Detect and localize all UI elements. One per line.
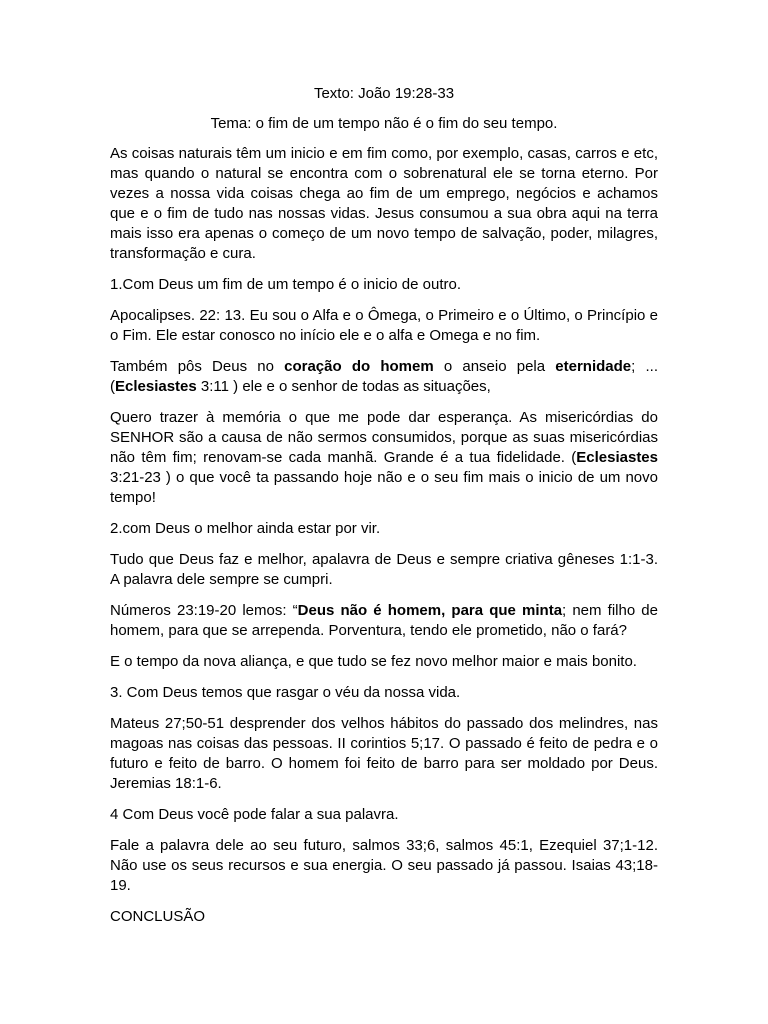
point3-paragraph: Mateus 27;50-51 desprender dos velhos hábitos do passado dos melindres, nas magoas nas coisas das pessoas. II corintios 5;17. O passado é feito de pedra e o futuro e feito de barro. O homem foi feito de barro para ser moldado por Deus. Jeremias 18:1-6. bbox=[110, 715, 658, 792]
point2-paragraph: Tudo que Deus faz e melhor, apalavra de Deus e sempre criativa gêneses 1:1-3. A palavra dele sempre se cumpri. bbox=[110, 551, 658, 588]
point2-numeros-paragraph bbox=[110, 601, 658, 641]
point1-heading: 1.Com Deus um fim de um tempo é o inicio de outro. bbox=[110, 276, 461, 293]
document-title: Texto: João 19:28-33 bbox=[313, 85, 455, 102]
text-run: Também pôs Deus no bbox=[110, 358, 285, 375]
text-run: ; ... ( bbox=[110, 358, 658, 395]
bold-text: Eclesiastes bbox=[576, 449, 658, 466]
point4-heading: 4 Com Deus você pode falar a sua palavra. bbox=[110, 806, 399, 823]
document-theme: Tema: o fim de um tempo não é o fim do seu tempo. bbox=[210, 115, 558, 132]
bold-text: Deus não é homem, para que minta bbox=[297, 602, 563, 619]
text-run: 3:11 ) ele e o senhor de todas as situações, bbox=[196, 378, 491, 395]
conclusion-heading: CONCLUSÃO bbox=[110, 908, 206, 925]
text-run: Números 23:19-20 lemos: “ bbox=[110, 602, 298, 619]
point1-verse-paragraph: Apocalipses. 22: 13. Eu sou o Alfa e o Ômega, o Primeiro e o Último, o Princípio e o Fim. Ele estar conosco no início ele e o alfa e Omega e no fim. bbox=[110, 307, 658, 344]
bold-text: coração do homem bbox=[284, 358, 434, 375]
text-run: 3:21-23 ) o que você ta passando hoje não e o seu fim mais o inicio de um novo tempo! bbox=[110, 469, 658, 506]
text-run: Quero trazer à memória o que me pode dar esperança. As misericórdias do SENHOR são a causa de não sermos consumidos, porque as suas misericórdias não têm fim; renovam-se cada manhã. Grande é a tua fidelidade. ( bbox=[110, 409, 658, 466]
text-run: ; nem filho de homem, para que se arrependa. Porventura, tendo ele prometido, não o fará? bbox=[110, 602, 658, 639]
bold-text: Eclesiastes bbox=[115, 378, 197, 395]
point3-heading: 3. Com Deus temos que rasgar o véu da nossa vida. bbox=[110, 684, 461, 701]
point1-memory-paragraph bbox=[110, 408, 658, 508]
point2-heading: 2.com Deus o melhor ainda estar por vir. bbox=[110, 520, 381, 537]
text-run: o anseio pela bbox=[433, 358, 556, 375]
bold-text: eternidade bbox=[555, 358, 632, 375]
point2-alianca-paragraph: E o tempo da nova aliança, e que tudo se fez novo melhor maior e mais bonito. bbox=[110, 653, 637, 670]
point1-eclesiastes-paragraph bbox=[110, 357, 658, 397]
point4-paragraph: Fale a palavra dele ao seu futuro, salmos 33;6, salmos 45:1, Ezequiel 37;1-12. Não use os seus recursos e sua energia. O seu passado já passou. Isaias 43;18-19. bbox=[110, 837, 658, 894]
intro-paragraph: As coisas naturais têm um inicio e em fim como, por exemplo, casas, carros e etc, mas quando o natural se encontra com o sobrenatural ele se torna eterno. Por vezes a nossa vida coisas chega ao fim de um emprego, negócios e achamos que e o fim de tudo nas nossas vidas. Jesus consumou a sua obra aqui na terra mais isso era apenas o começo de um novo tempo de salvação, poder, milagres, transformação e cura. bbox=[110, 145, 658, 262]
document-body bbox=[110, 84, 658, 938]
